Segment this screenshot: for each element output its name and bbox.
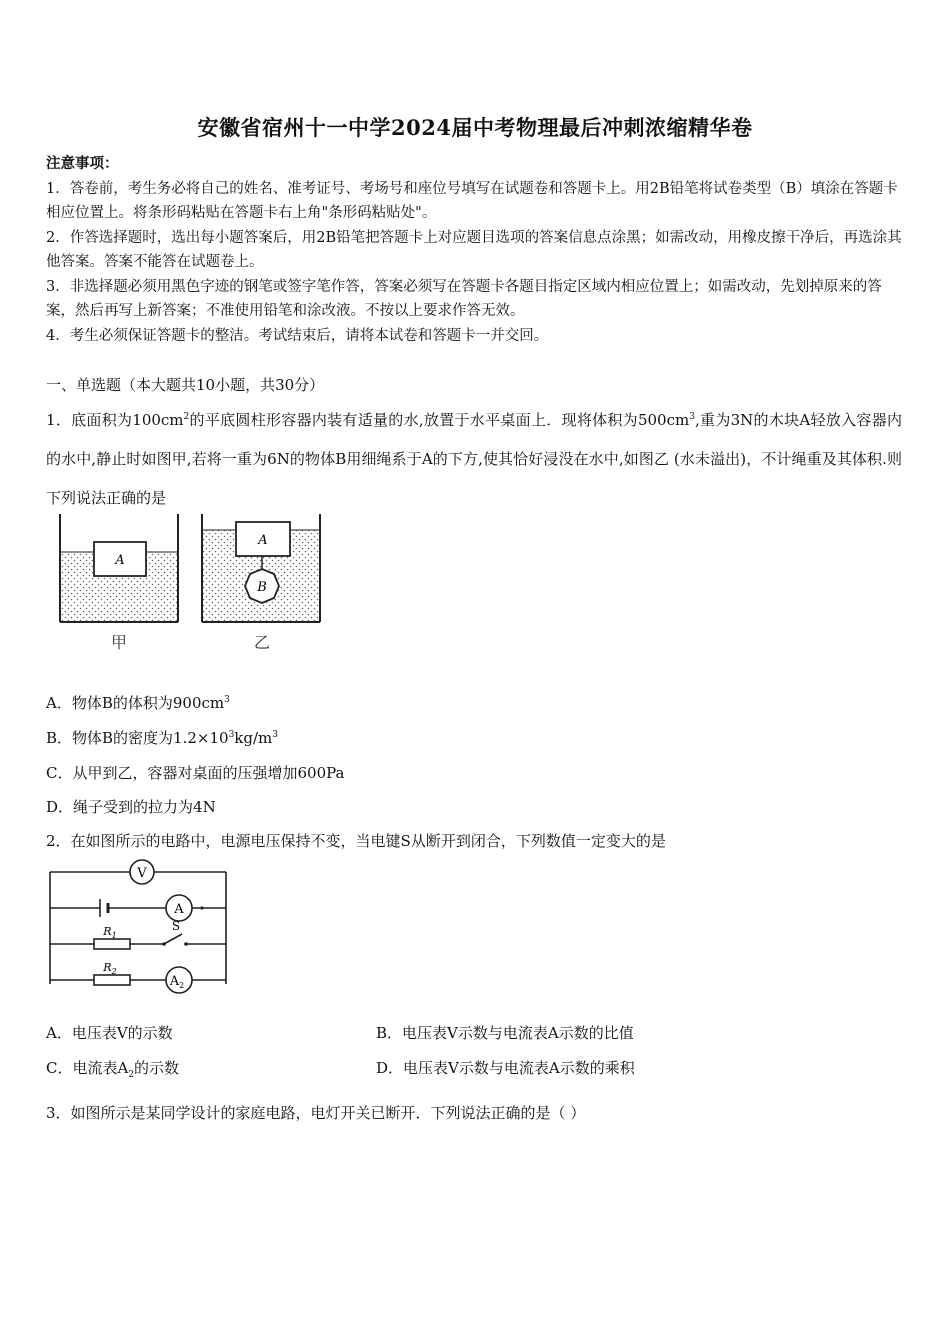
section-heading: 一、单选题（本大题共10小题，共30分） bbox=[46, 376, 325, 394]
q1-option-d: D．绳子受到的拉力为4N bbox=[46, 798, 216, 816]
q1-text-3: ,重为3N的木块A轻放入容器内的水中,静止时如图甲,若将一重为6N的物体B用细绳系于A的下方,使其恰好浸没在水中,如图乙 (水未溢出)，不计绳重及其体积.则下列说法正确的是 bbox=[46, 411, 902, 507]
q1-text-2: 的平底圆柱形容器内装有适量的水,放置于水平桌面上．现将体积为500cm bbox=[189, 411, 690, 429]
question-2-stem: 2．在如图所示的电路中，电源电压保持不变，当电键S从断开到闭合，下列数值一定变大的是 bbox=[46, 832, 666, 850]
switch-contact-right bbox=[184, 942, 188, 946]
caption-jia: 甲 bbox=[110, 633, 128, 652]
q1-text-1: 1．底面积为100cm bbox=[46, 411, 184, 429]
q1-figure bbox=[46, 508, 336, 658]
q2-option-c-sub: 2 bbox=[128, 1070, 135, 1080]
object-b-label: B bbox=[257, 580, 267, 595]
q1-option-a-sup: 3 bbox=[224, 695, 230, 705]
notes-item-3: 3．非选择题必须用黑色字迹的钢笔或签字笔作答，答案必须写在答题卡各题目指定区域内相应位置上；如需改动，先划掉原来的答案，然后再写上新答案；不准使用铅笔和涂改液。不按以上要求作答无效。 bbox=[46, 278, 882, 319]
q1-option-c: C．从甲到乙，容器对桌面的压强增加600Pa bbox=[46, 764, 345, 782]
q2-option-c bbox=[46, 1057, 179, 1080]
notes-header: 注意事项： bbox=[46, 155, 119, 172]
q1-option-b-sup2: 3 bbox=[272, 730, 278, 740]
q1-option-b bbox=[46, 727, 278, 748]
block-a-label-yi: A bbox=[258, 533, 268, 548]
q2-option-c-text: C．电流表A bbox=[46, 1059, 129, 1077]
page-title: 安徽省宿州十一中学2024届中考物理最后冲刺浓缩精华卷 bbox=[197, 115, 753, 140]
notes-item-1: 1．答卷前，考生务必将自己的姓名、准考证号、考场号和座位号填写在试题卷和答题卡上。用2B铅笔将试卷类型（B）填涂在答题卡相应位置上。将条形码粘贴在答题卡右上角"条形码粘贴处"。 bbox=[46, 180, 898, 221]
r1-label: $R_1$ bbox=[103, 925, 117, 940]
resistor-r2 bbox=[94, 975, 130, 985]
block-a-label-jia: A bbox=[115, 553, 125, 568]
q2-option-d: D．电压表V示数与电流表A示数的乘积 bbox=[376, 1059, 635, 1077]
ammeter-a-node bbox=[200, 906, 203, 909]
q1-option-b-unit: kg/m bbox=[234, 729, 273, 747]
q1-sup-3: 3 bbox=[689, 412, 695, 422]
resistor-r1 bbox=[94, 939, 130, 949]
q1-option-a bbox=[46, 692, 230, 713]
q1-option-b-sup1: 3 bbox=[228, 730, 235, 740]
q1-sup-2: 2 bbox=[183, 412, 190, 422]
voltmeter-label: V bbox=[137, 866, 147, 881]
q2-circuit bbox=[40, 858, 240, 998]
switch-label: S bbox=[171, 919, 181, 933]
r2-label: $R_2$ bbox=[103, 961, 117, 976]
notes-item-2: 2．作答选择题时，选出每小题答案后，用2B铅笔把答题卡上对应题目选项的答案信息点涂黑；如需改动，用橡皮擦干净后，再选涂其他答案。答案不能答在试题卷上。 bbox=[46, 229, 902, 270]
container-yi bbox=[202, 514, 320, 622]
q1-option-b-text: B．物体B的密度为1.2×10 bbox=[46, 729, 229, 747]
q1-option-a-text: A．物体B的体积为900cm bbox=[46, 694, 225, 712]
notes-block bbox=[46, 152, 906, 348]
ammeter-a-label: A bbox=[174, 902, 184, 917]
ammeter-a2-label: $A_2$ bbox=[169, 974, 185, 990]
q2-option-c-end: 的示数 bbox=[134, 1059, 180, 1077]
notes-item-4: 4．考生必须保证答题卡的整洁。考试结束后，请将本试卷和答题卡一并交回。 bbox=[46, 327, 549, 344]
container-jia bbox=[60, 514, 178, 622]
question-3-stem: 3．如图所示是某同学设计的家庭电路，电灯开关已断开．下列说法正确的是（ ） bbox=[46, 1104, 586, 1122]
caption-yi: 乙 bbox=[253, 633, 271, 652]
q2-option-a: A．电压表V的示数 bbox=[46, 1024, 173, 1042]
switch-contact-left bbox=[162, 942, 166, 946]
q2-option-b: B．电压表V示数与电流表A示数的比值 bbox=[376, 1024, 634, 1042]
question-1-stem bbox=[46, 398, 902, 518]
